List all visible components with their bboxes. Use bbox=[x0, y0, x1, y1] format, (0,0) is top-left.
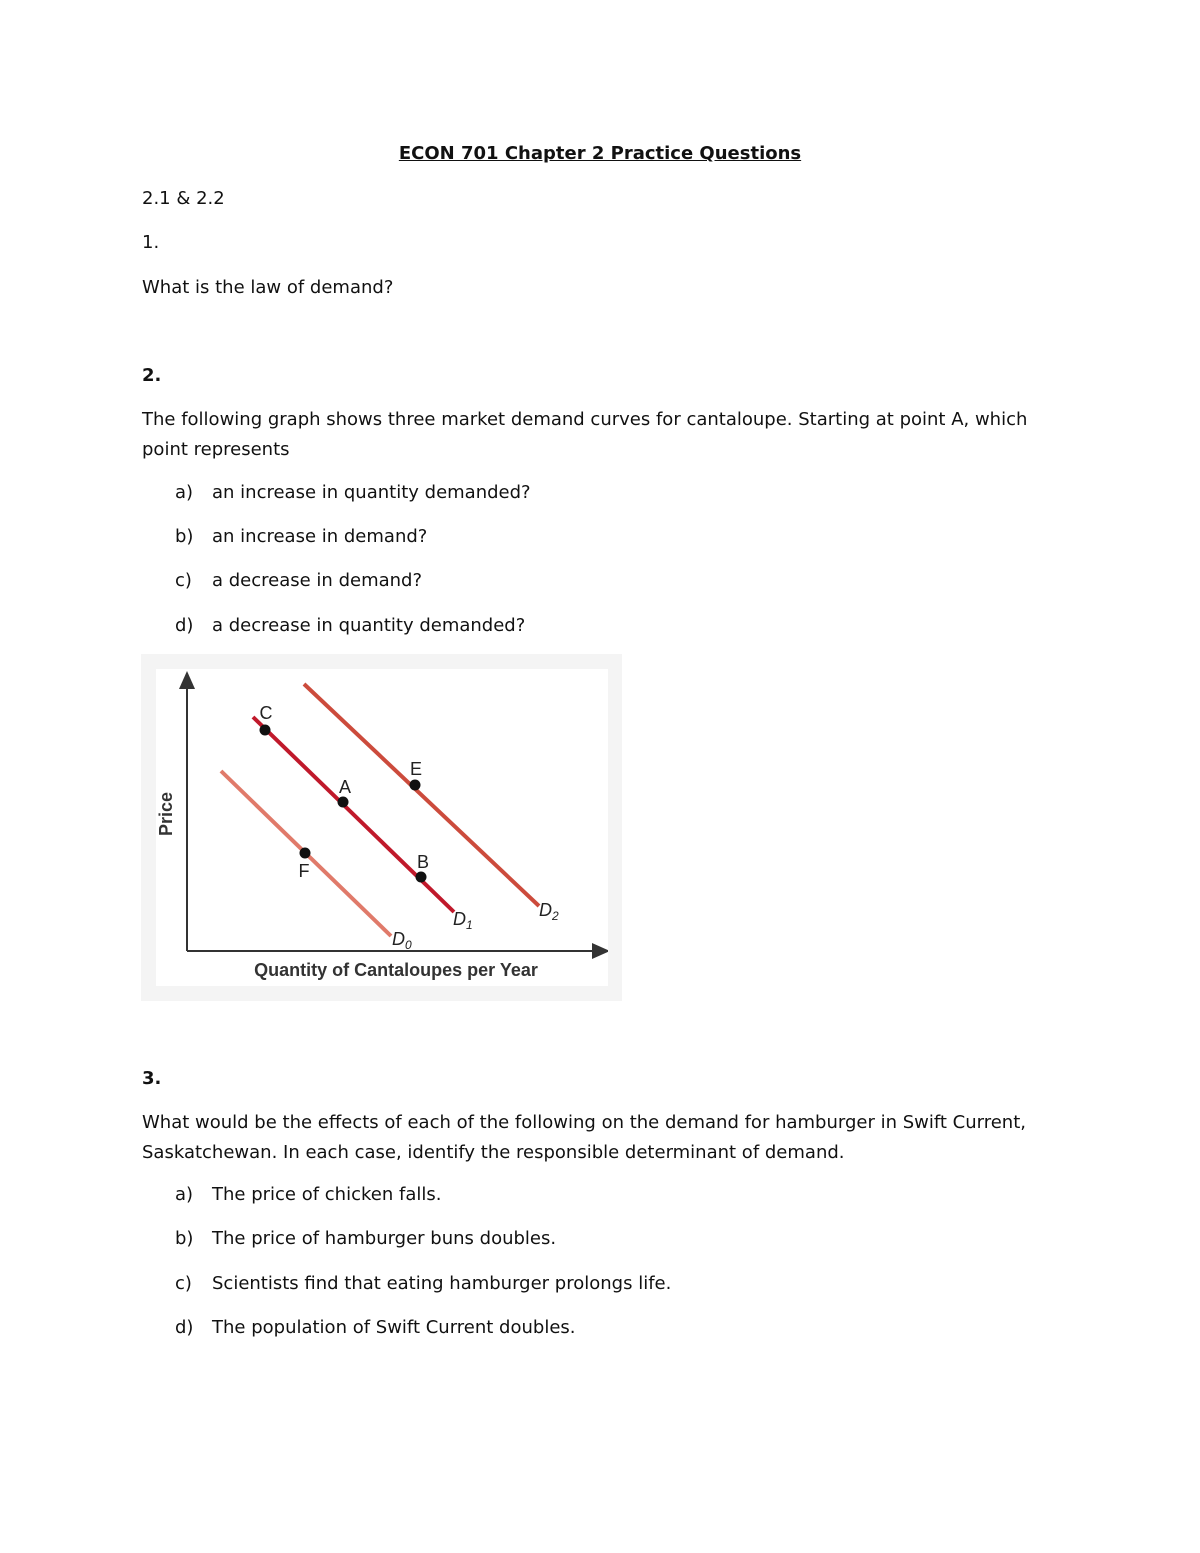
question-2-item-a bbox=[175, 482, 531, 503]
question-3-item-d bbox=[175, 1317, 576, 1338]
point-a bbox=[338, 797, 349, 808]
item-text: an increase in quantity demanded? bbox=[212, 482, 531, 503]
question-3-number: 3. bbox=[142, 1068, 162, 1089]
section-heading: 2.1 & 2.2 bbox=[142, 188, 225, 209]
item-text: The price of hamburger buns doubles. bbox=[212, 1228, 557, 1249]
point-label-b: B bbox=[416, 852, 430, 872]
question-3-item-a bbox=[175, 1184, 441, 1205]
question-2-item-c bbox=[175, 570, 422, 591]
figure-canvas bbox=[156, 669, 608, 986]
curve-label-d1: $D_1$ bbox=[453, 909, 473, 932]
point-label-a: A bbox=[338, 777, 352, 797]
x-axis-label: Quantity of Cantaloupes per Year bbox=[254, 960, 538, 980]
item-marker: b) bbox=[175, 1228, 194, 1249]
question-1-number: 1. bbox=[142, 232, 160, 253]
point-c bbox=[260, 725, 271, 736]
item-marker: c) bbox=[175, 1273, 192, 1294]
question-3-text: What would be the effects of each of the following on the demand for hamburger in Swift Current, Saskatchewan. In each case, identify the responsible determinant of demand. bbox=[142, 1112, 1026, 1163]
item-text: a decrease in demand? bbox=[212, 570, 423, 591]
point-f bbox=[300, 848, 311, 859]
item-text: a decrease in quantity demanded? bbox=[212, 615, 526, 636]
item-text: Scientists find that eating hamburger prolongs life. bbox=[212, 1273, 672, 1294]
item-marker: d) bbox=[175, 1317, 194, 1338]
point-label-f: F bbox=[298, 861, 310, 881]
question-2-item-b bbox=[175, 526, 427, 547]
question-2-number: 2. bbox=[142, 365, 162, 386]
demand-curves-graph bbox=[156, 669, 608, 986]
point-label-e: E bbox=[409, 759, 423, 779]
point-e bbox=[410, 780, 421, 791]
curve-label-d0: $D_0$ bbox=[392, 929, 412, 952]
item-text: an increase in demand? bbox=[212, 526, 428, 547]
question-2-item-d bbox=[175, 615, 525, 636]
demand-curves-figure bbox=[141, 654, 622, 1001]
item-text: The price of chicken falls. bbox=[212, 1184, 442, 1205]
item-marker: c) bbox=[175, 570, 192, 591]
point-label-c: C bbox=[259, 703, 273, 723]
item-text: The population of Swift Current doubles. bbox=[212, 1317, 576, 1338]
curve-label-d2: $D_2$ bbox=[539, 900, 559, 923]
point-b bbox=[416, 872, 427, 883]
question-1-text: What is the law of demand? bbox=[142, 277, 394, 298]
question-3-item-c bbox=[175, 1273, 671, 1294]
question-2-text: The following graph shows three market demand curves for cantaloupe. Starting at point A, which point represents bbox=[142, 409, 1028, 460]
question-3-item-b bbox=[175, 1228, 556, 1249]
y-axis-label: Price bbox=[156, 791, 176, 837]
item-marker: a) bbox=[175, 1184, 194, 1205]
item-marker: a) bbox=[175, 482, 194, 503]
item-marker: d) bbox=[175, 615, 194, 636]
document-title: ECON 701 Chapter 2 Practice Questions bbox=[398, 143, 802, 164]
item-marker: b) bbox=[175, 526, 194, 547]
demand-curve-d1 bbox=[253, 717, 454, 912]
